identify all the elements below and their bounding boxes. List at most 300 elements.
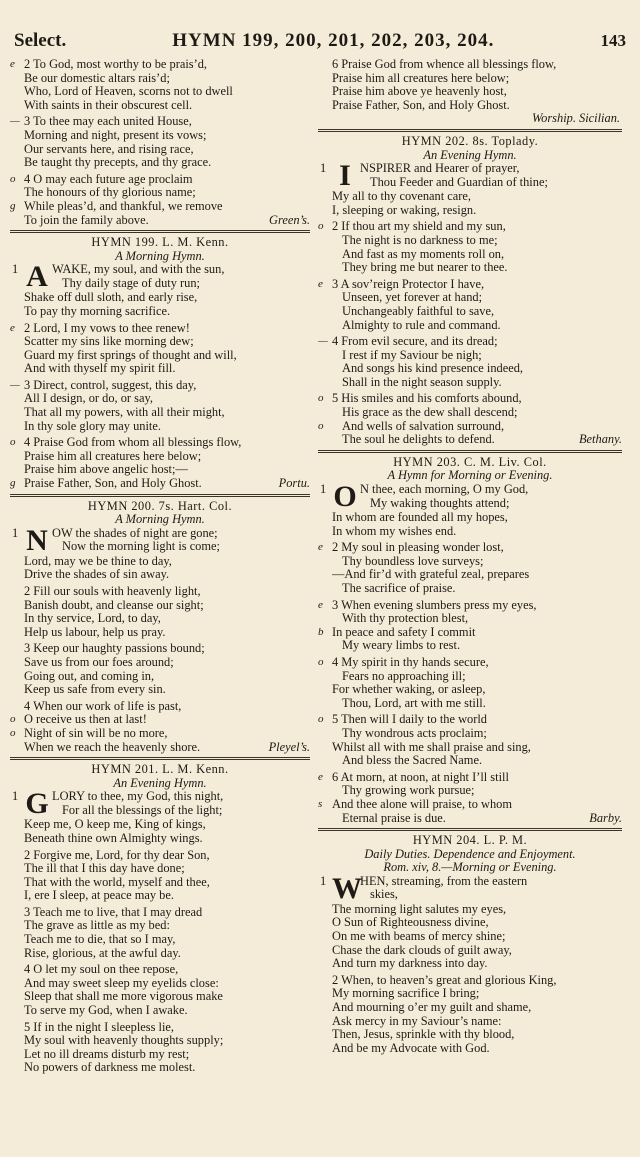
line-text: In thy service, Lord, to day, — [24, 612, 161, 626]
stanza — [10, 585, 310, 639]
line-text: Thy wondrous acts proclaim; — [342, 726, 487, 740]
verse-line — [10, 186, 310, 200]
verse-line: For all the blessings of the light; — [62, 802, 223, 817]
line-text: Lord, may we be thine to day, — [24, 554, 172, 568]
verse-line — [318, 335, 622, 349]
line-words: The soul he delights to defend. — [342, 433, 495, 447]
hymn-199-first-stanza — [10, 260, 310, 294]
hymn-201-first-stanza — [10, 787, 310, 821]
stanza — [10, 173, 310, 227]
line-text: Beneath thine own Almighty wings. — [24, 831, 203, 845]
line-text: I, sleeping or waking, resign. — [332, 203, 477, 217]
verse-line — [318, 248, 622, 262]
verse-line — [10, 420, 310, 434]
verse-line — [318, 944, 622, 958]
verse-line: Thy daily stage of duty run; — [62, 275, 200, 290]
line-text: O Sun of Righteousness divine, — [332, 916, 489, 930]
line-text: Unseen, yet forever at hand; — [342, 291, 483, 305]
verse-line — [318, 1042, 622, 1056]
line-text — [10, 741, 310, 755]
verse-line — [318, 204, 622, 218]
verse-line: WAKE, my soul, and with the sun, — [52, 262, 225, 277]
verse-line — [318, 798, 622, 812]
line-text: Shake off dull sloth, and early rise, — [24, 291, 198, 305]
verse-line — [10, 963, 310, 977]
first-lines — [52, 790, 310, 817]
line-text: 4 When our work of life is past, — [24, 699, 182, 713]
verse-line — [10, 832, 310, 846]
line-mark: e — [318, 541, 323, 554]
line-text: Almighty to rule and command. — [342, 318, 501, 332]
line-mark: b — [318, 625, 324, 638]
stanza — [318, 335, 622, 389]
stanza-number: 1 — [12, 262, 19, 277]
verse-line — [318, 697, 622, 711]
first-lines — [360, 483, 622, 510]
verse-line — [318, 349, 622, 363]
line-text: 2 When, to heaven’s great and glorious King, — [332, 973, 557, 987]
line-text: —And fir’d with grateful zeal, prepares — [332, 568, 530, 582]
stanza-number: 1 — [320, 161, 327, 176]
line-text: The grave as little as my bed: — [24, 919, 170, 933]
verse-line — [10, 849, 310, 863]
verse-line — [318, 626, 622, 640]
first-stanza-rest — [318, 903, 622, 971]
verse-line: NSPIRER and Hearer of prayer, — [360, 161, 520, 176]
line-text: And bless the Sacred Name. — [342, 754, 483, 768]
first-stanza-rest — [10, 555, 310, 582]
line-text: Unchangeably faithful to save, — [342, 304, 495, 318]
page-title: HYMN 199, 200, 201, 202, 203, 204. — [172, 30, 495, 51]
stanza — [10, 379, 310, 433]
verse-line — [10, 85, 310, 99]
line-text: My morning sacrifice I bring; — [332, 987, 480, 1001]
verse-line — [10, 291, 310, 305]
verse-line — [318, 1028, 622, 1042]
verse-line — [10, 1021, 310, 1035]
verse-line — [318, 319, 622, 333]
verse-line — [10, 626, 310, 640]
line-text: Going out, and coming in, — [24, 669, 155, 683]
verse-line — [318, 957, 622, 971]
stanza — [10, 115, 310, 169]
verse-line — [318, 541, 622, 555]
hymn-204-reference: Rom. xiv, 8.—Morning or Evening. — [383, 860, 557, 875]
line-text: In thy sole glory may unite. — [24, 419, 161, 433]
verse-line — [10, 713, 310, 727]
tune-attribution: Barby. — [589, 811, 622, 825]
line-mark: e — [10, 58, 15, 70]
verse-line — [10, 477, 310, 491]
line-text: 5 Then will I daily to the world — [332, 713, 487, 727]
line-text — [10, 477, 310, 491]
line-text: My all to thy covenant care, — [332, 190, 472, 204]
verse-line — [10, 555, 310, 569]
verse-line — [318, 812, 622, 826]
line-text: Help us labour, help us pray. — [24, 625, 166, 639]
verse-line — [318, 713, 622, 727]
verse-line — [318, 392, 622, 406]
verse-line — [318, 305, 622, 319]
verse-line — [318, 406, 622, 420]
section-label: Select. — [14, 30, 67, 51]
line-text: 4 Praise God from whom all blessings flow, — [24, 436, 242, 450]
hymn-divider — [318, 129, 622, 132]
line-text: O receive us then at last! — [24, 713, 147, 727]
drop-cap: W — [332, 871, 362, 905]
verse-line — [10, 876, 310, 890]
verse-line — [318, 362, 622, 376]
verse-line — [10, 568, 310, 582]
verse-line — [10, 933, 310, 947]
line-text: They bring me but nearer to thee. — [342, 261, 508, 275]
line-text: 4 My spirit in thy hands secure, — [332, 655, 489, 669]
verse-line — [10, 173, 310, 187]
stanza — [318, 713, 622, 767]
line-text: Sleep that shall me more vigorous make — [24, 990, 223, 1004]
stanza — [10, 700, 310, 754]
line-text: Guard my first springs of thought and will, — [24, 348, 237, 362]
line-words: When we reach the heavenly shore. — [24, 740, 201, 754]
verse-line — [10, 322, 310, 336]
verse-line — [10, 1034, 310, 1048]
hymn-200-first-stanza — [10, 523, 310, 557]
stanza — [318, 541, 622, 595]
line-text: And thee alone will praise, to whom — [332, 797, 512, 811]
first-stanza-rest — [318, 190, 622, 217]
right-column — [318, 58, 622, 1058]
stanza — [318, 599, 622, 653]
line-text: Who, Lord of Heaven, scorns not to dwell — [24, 85, 233, 99]
stanza-number: 1 — [320, 873, 327, 888]
line-words: Eternal praise is due. — [342, 811, 446, 825]
first-stanza-rest — [10, 818, 310, 845]
stanza-number: 1 — [320, 482, 327, 497]
verse-line — [10, 683, 310, 697]
line-text: With thy protection blest, — [342, 612, 469, 626]
line-text: While pleas’d, and thankful, we remove — [24, 199, 223, 213]
verse-line — [10, 862, 310, 876]
line-text: That with the world, myself and thee, — [24, 875, 210, 889]
line-text: Whilst all with me shall praise and sing, — [332, 740, 531, 754]
page-header — [14, 30, 626, 56]
stanza — [10, 58, 310, 112]
line-text: And songs his kind presence indeed, — [342, 362, 524, 376]
verse-line — [10, 977, 310, 991]
verse-line — [318, 639, 622, 653]
line-text: 2 My soul in pleasing wonder lost, — [332, 541, 504, 555]
line-text: 4 O may each future age proclaim — [24, 172, 193, 186]
verse-line — [10, 670, 310, 684]
line-text: I rest if my Saviour be nigh; — [342, 348, 482, 362]
line-text: Thy boundless love surveys; — [342, 554, 484, 568]
line-text: In peace and safety I commit — [332, 625, 476, 639]
hymn-203-first-stanza — [318, 480, 622, 514]
verse-line — [318, 58, 622, 72]
verse-line: LORY to thee, my God, this night, — [52, 789, 224, 804]
verse-line — [10, 58, 310, 72]
line-text: The ill that I this day have done; — [24, 862, 185, 876]
first-lines — [360, 875, 622, 902]
verse-line — [318, 85, 622, 99]
hymn-divider — [318, 828, 622, 831]
verse-line — [318, 568, 622, 582]
verse-line — [10, 727, 310, 741]
hymn-203-heading: HYMN 203. C. M. Liv. Col. — [393, 454, 547, 469]
verse-line — [10, 990, 310, 1004]
verse-line — [318, 582, 622, 596]
verse-line — [10, 1048, 310, 1062]
line-text: And with thyself my spirit fill. — [24, 362, 176, 376]
verse-line — [10, 700, 310, 714]
line-text: For whether waking, or asleep, — [332, 683, 486, 697]
line-text: The morning light salutes my eyes, — [332, 902, 507, 916]
stanza-number: 1 — [12, 789, 19, 804]
verse-line — [10, 612, 310, 626]
stanza — [318, 771, 622, 825]
line-words: To join the family above. — [24, 213, 149, 227]
line-mark: o — [318, 419, 324, 432]
line-text: 6 Praise God from whence all blessings flow, — [332, 58, 557, 71]
drop-cap: N — [26, 523, 48, 557]
verse-line — [318, 741, 622, 755]
verse-line: N thee, each morning, O my God, — [360, 482, 529, 497]
verse-line — [318, 261, 622, 275]
verse-line — [10, 362, 310, 376]
line-mark: o — [10, 726, 16, 739]
line-text: 4 From evil secure, and its dread; — [332, 335, 498, 349]
verse-line — [10, 1061, 310, 1075]
line-mark: o — [318, 392, 324, 405]
line-text: In whom are founded all my hopes, — [332, 511, 508, 525]
line-mark: o — [318, 220, 324, 233]
verse-line — [10, 436, 310, 450]
line-text: The honours of thy glorious name; — [24, 186, 196, 200]
first-stanza-rest — [318, 511, 622, 538]
hymn-204-heading: HYMN 204. L. P. M. — [412, 833, 528, 848]
hymn-200-heading: HYMN 200. 7s. Hart. Col. — [87, 498, 233, 513]
tune-attribution: Bethany. — [578, 433, 622, 447]
verse-line: skies, — [370, 887, 398, 902]
stanza — [318, 392, 622, 446]
verse-line — [10, 741, 310, 755]
hymn-divider — [10, 757, 310, 760]
stanza — [318, 220, 622, 274]
line-mark: o — [10, 713, 16, 726]
verse-line — [318, 220, 622, 234]
line-text: With saints in their obscurest cell. — [24, 98, 193, 112]
line-text: And may sweet sleep my eyelids close: — [24, 976, 219, 990]
line-text: In whom my wishes end. — [332, 524, 457, 538]
verse-line — [10, 1004, 310, 1018]
verse-line — [10, 392, 310, 406]
line-text: My soul with heavenly thoughts supply; — [24, 1034, 224, 1048]
stanza — [318, 58, 622, 126]
verse-line — [10, 642, 310, 656]
verse-line — [318, 771, 622, 785]
hymn-202-first-stanza — [318, 159, 622, 193]
line-text: 6 At morn, at noon, at night I’ll still — [332, 770, 509, 784]
drop-cap: A — [26, 260, 48, 294]
line-text: And be my Advocate with God. — [332, 1041, 490, 1055]
line-text: Praise him all creatures here below; — [332, 71, 510, 85]
verse-line — [10, 200, 310, 214]
verse-line — [318, 727, 622, 741]
line-text: Teach me to die, that so I may, — [24, 933, 176, 947]
line-text: And wells of salvation surround, — [342, 419, 505, 433]
verse-line — [318, 916, 622, 930]
hymn-divider — [318, 450, 622, 453]
line-text: Thou, Lord, art with me still. — [342, 696, 486, 710]
line-mark: o — [318, 655, 324, 668]
line-text: On me with beams of mercy shine; — [332, 930, 506, 944]
verse-line — [318, 72, 622, 86]
verse-line — [10, 156, 310, 170]
verse-line — [10, 406, 310, 420]
verse-line — [318, 683, 622, 697]
line-text: Rise, glorious, at the awful day. — [24, 946, 181, 960]
verse-line — [318, 1015, 622, 1029]
hymn-divider — [10, 494, 310, 497]
line-text: Chase the dark clouds of guilt away, — [332, 943, 512, 957]
verse-line — [10, 335, 310, 349]
verse-line — [318, 555, 622, 569]
line-text: 4 O let my soul on thee repose, — [24, 963, 179, 977]
first-lines — [52, 527, 310, 554]
line-text: Ask mercy in my Saviour’s name: — [332, 1014, 502, 1028]
line-text: Banish doubt, and cleanse our sight; — [24, 598, 204, 612]
page-number: 143 — [600, 31, 626, 50]
verse-line — [10, 214, 310, 228]
tune-attribution: Green’s. — [269, 213, 310, 227]
stanza — [10, 436, 310, 490]
verse-line — [10, 818, 310, 832]
verse-line — [318, 525, 622, 539]
tune-attribution: Worship. Sicilian. — [531, 112, 620, 126]
verse-line — [10, 599, 310, 613]
stanza-number: 1 — [12, 525, 19, 540]
line-text: Keep us safe from every sin. — [24, 683, 166, 697]
stanza — [10, 849, 310, 903]
line-text — [318, 812, 622, 826]
line-mark: — — [318, 335, 328, 348]
verse-line: Thou Feeder and Guardian of thine; — [370, 174, 548, 189]
verse-line — [10, 305, 310, 319]
left-column — [10, 58, 310, 1078]
verse-line — [318, 1001, 622, 1015]
verse-line — [10, 99, 310, 113]
line-text: 3 When evening slumbers press my eyes, — [332, 598, 537, 612]
line-text: And mourning o’er my guilt and shame, — [332, 1001, 532, 1015]
line-text: Praise him all creatures here below; — [24, 449, 202, 463]
verse-line — [318, 784, 622, 798]
verse-line — [318, 754, 622, 768]
line-mark: — — [10, 115, 20, 128]
line-text: 3 To thee may each united House, — [24, 115, 192, 129]
verse-line — [10, 349, 310, 363]
verse-line — [10, 450, 310, 464]
verse-line: OW the shades of night are gone; — [52, 525, 218, 540]
line-text: Thy growing work pursue; — [342, 784, 475, 798]
line-text: Praise Father, Son, and Holy Ghost. — [332, 98, 510, 112]
line-text: I, ere I sleep, at peace may be. — [24, 889, 174, 903]
verse-line — [318, 190, 622, 204]
line-text: All I design, or do, or say, — [24, 392, 153, 406]
verse-line — [10, 585, 310, 599]
line-text: Drive the shades of sin away. — [24, 568, 170, 582]
tune-attribution: Pleyel’s. — [268, 740, 310, 754]
verse-line — [10, 656, 310, 670]
drop-cap: G — [25, 787, 49, 821]
stanza — [10, 963, 310, 1017]
verse-line — [318, 376, 622, 390]
verse-line — [318, 99, 622, 113]
drop-cap: I — [339, 159, 351, 193]
line-text: That all my powers, with all their might, — [24, 406, 225, 420]
tune-attribution: Portu. — [278, 477, 310, 491]
line-text: To serve my God, when I awake. — [24, 1004, 188, 1018]
line-text: 3 A sov’reign Protector I have, — [332, 277, 485, 291]
verse-line: Now the morning light is come; — [62, 539, 220, 554]
line-text: Praise him above angelic host;— — [24, 463, 188, 477]
hymn-204-subtitle: Daily Duties. Dependence and Enjoyment. — [364, 846, 576, 861]
verse-line — [10, 129, 310, 143]
verse-line — [10, 72, 310, 86]
line-mark: e — [318, 770, 323, 783]
line-text: No powers of darkness me molest. — [24, 1061, 196, 1075]
verse-line — [318, 670, 622, 684]
first-lines — [360, 162, 622, 189]
verse-line — [10, 463, 310, 477]
verse-line — [318, 511, 622, 525]
stanza — [318, 278, 622, 332]
line-text: To pay thy morning sacrifice. — [24, 304, 171, 318]
verse-line — [318, 656, 622, 670]
line-mark: g — [10, 199, 16, 212]
hymn-201-subtitle: An Evening Hymn. — [113, 775, 207, 790]
verse-line — [10, 906, 310, 920]
line-mark: — — [10, 378, 20, 391]
line-text: 3 Teach me to live, that I may dread — [24, 905, 203, 919]
verse-line — [318, 903, 622, 917]
line-mark: e — [10, 321, 15, 334]
hymn-202-subtitle: An Evening Hymn. — [423, 147, 517, 162]
line-text — [318, 433, 622, 447]
verse-line — [318, 291, 622, 305]
line-mark: o — [10, 172, 16, 185]
line-text: And fast as my moments roll on, — [342, 247, 505, 261]
verse-line — [318, 278, 622, 292]
stanza — [10, 322, 310, 376]
line-mark: e — [318, 598, 323, 611]
line-mark: o — [10, 436, 16, 449]
verse-line: My waking thoughts attend; — [370, 495, 510, 510]
verse-line — [318, 599, 622, 613]
verse-line — [318, 234, 622, 248]
verse-line — [10, 143, 310, 157]
first-stanza-rest — [10, 291, 310, 318]
verse-line — [318, 612, 622, 626]
first-lines — [52, 263, 310, 290]
line-text: Be our domestic altars rais’d; — [24, 71, 170, 85]
line-text: My weary limbs to rest. — [342, 639, 461, 653]
hymn-201-heading: HYMN 201. L. M. Kenn. — [91, 762, 229, 777]
line-text: His grace as the dew shall descend; — [342, 406, 518, 420]
line-text: The night is no darkness to me; — [342, 233, 498, 247]
line-text: Then, Jesus, sprinkle with thy blood, — [332, 1028, 515, 1042]
line-text: 3 Direct, control, suggest, this day, — [24, 378, 197, 392]
line-mark: s — [318, 797, 323, 810]
